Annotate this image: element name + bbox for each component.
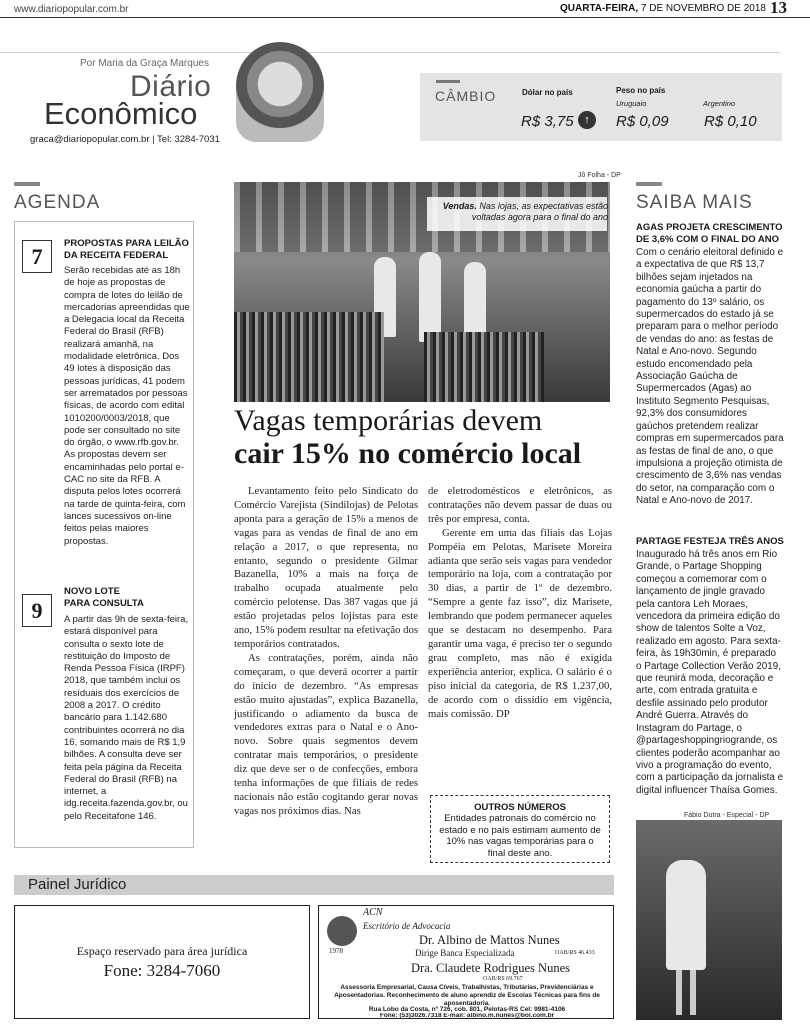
argentine-peso-label: Argentino [703,99,736,108]
site-url: www.diariopopular.com.br [14,4,129,15]
painel-juridico-title: Painel Jurídico [28,876,127,893]
columnist-portrait [236,42,324,142]
lawyer-name-1: Dr. Albino de Mattos Nunes [419,933,560,947]
page-number: 13 [770,0,787,17]
issue-date [560,3,766,14]
agenda-day-number: 7 [22,240,52,273]
reserved-ad [14,905,310,1019]
outros-numeros-title: OUTROS NÚMEROS [474,802,566,813]
lawyer-oab-2: OAB/RS 69.767 [483,976,523,982]
issue-date-text: 7 DE NOVEMBRO DE 2018 [640,3,766,14]
article-paragraph: Levantamento feito pelo Sindicato do Comércio Varejista (Sindilojas) de Pelotas aponta para a geração de 15% a menos de vagas para as vendas de final de ano em relação a 2017, o que representa, no entanto, segundo o presidente Gilmar Bazanella, 10% a mais na força de trabalho ocupada atualmente pelo comércio pelotense. Das 387 vagas que já estão projetadas pelos lojistas para este ano, 15% podem resultar na efetivação dos temporários contratados. [234,485,418,650]
law-office-contact: Fone: (53)3026.7318 E-mail: albino.m.nunes@bol.com.br [379,1013,555,1019]
agenda-item-title [64,586,190,610]
agenda-item-text: A partir das 9h de sexta-feira, estará disponível para consulta o sexto lote de restituição do Imposto de Renda Pessoa Física (IRPF) 2018, que também inclui os resíduais dos exercícios de 2008 a 2017. O crédito bancário para 1.142.680 contribuintes ocorrerá no dia 16, somando mais de R$ 1,9 bilhões. A consulta deve ser feita pela página da Receita Federal do Brasil (RFB) na internet, a idg.receita.fazenda.gov.br, ou pelo Receitafone 146. [64,614,189,822]
byline: Por Maria da Graça Marques [80,58,209,69]
headline-line1: Vagas temporárias devem [234,404,543,437]
law-office-services: Assessoria Empresarial, Causa Cíveis, Trabalhistas, Tributárias, Previdenciárias e Aposentadorias. Reconhecimento de aluno aprendiz de Escolas Técnicas para fins de aposentadoria. [334,984,600,1007]
reserved-ad-phone: Fone: 3284-7060 [103,961,221,980]
columnist-contact: graca@diariopopular.com.br | Tel: 3284-7031 [30,134,220,145]
exchange-bar [436,80,460,83]
header-rule [0,17,810,18]
column-rule [0,52,780,53]
saiba-item-title: PARTAGE FESTEJA TRÊS ANOS [636,536,784,547]
agenda-title: AGENDA [14,192,101,213]
caption-text: Nas lojas, as expectativas estão voltadas agora para o final do ano [471,201,608,222]
saiba-bar [636,182,662,186]
uruguayan-peso-value: R$ 0,09 [616,113,669,130]
issue-day: QUARTA-FEIRA, [560,3,639,14]
law-office-logo-text: ACN [363,907,383,918]
agenda-bar [14,182,40,186]
agenda-item-text: Serão recebidas até as 18h de hoje as propostas de compra de lotes do leilão de mercadorias apreendidas que a Delegacia local da Receita Federal do Brasil (RFB) realizará amanhã, na modalidade eletrônica. Dos 49 lotes à disposição das pessoas jurídicas, 41 podem ser arrematados por pessoas físicas, de acordo com edital 1010200/0003/2018, que pode ser consultado no site do órgão, o www.rfb.gov.br. As propostas devem ser encaminhadas pelo portal e-CAC no site da RFB. A disputa pelos lotes ocorrerá na tarde de quinta-feira, com lances sucessivos on-line feitos pelas maiores propostas. [64,265,190,547]
reserved-ad-text: Espaço reservado para área jurídica [76,944,248,958]
dollar-value: R$ 3,75 [521,113,574,130]
saiba-item-text: Com o cenário eleitoral definido e a expectativa de que R$ 13,7 bilhões sejam injetados na economia gaúcha a partir do pagamento do 13º salário, os supermercados do estado já se preparam para o melhor período de vendas do ano: as festas de Natal e Ano-novo. Segundo estudo encomendado pela Associação Gaúcha de Supermercados (Agas) ao Instituto Segmento Pesquisas, 92,3% dos consumidores gaúchos pretendem realizar compras em supermercados para as festas de final de ano, o que impulsiona a projeção otimista de crescimento de 3,6% nas vendas do setor, na comparação com o Natal e Ano-novo de 2017. [636,247,784,507]
agenda-item-title [64,238,190,262]
fashion-photo-credit: Fábio Dutra - Especial - DP [684,812,770,819]
exchange-label: CÂMBIO [435,88,497,104]
lawyer-role-1: Dirige Banca Especializada [415,948,515,958]
lawyer-oab-1: OAB/RS 46.433 [555,950,595,956]
law-office-subtitle: Escritório de Advocacia [363,921,451,931]
dollar-label: Dólar no país [522,88,573,97]
outros-numeros-box [430,795,610,863]
outros-numeros-text: Entidades patronais do comércio no estado e no país estimam aumento de 10% nas vagas temporárias para o final deste ano. [439,813,601,859]
agenda-item-title-line: DA RECEITA FEDERAL [64,250,169,261]
caption-lead: Vendas. [442,201,477,211]
law-office-year: 1978 [329,947,343,955]
agenda-item-title-line: NOVO LOTE [64,586,120,597]
agenda-day-number: 9 [22,594,52,627]
headline [234,404,614,470]
article-paragraph: de eletrodomésticos e eletrônicos, as contratações não devem passar de duas ou três por empresa, conta. [428,485,612,525]
brand-title-line1: Diário [130,70,212,103]
headline-line2: cair 15% no comércio local [234,437,582,470]
saiba-item-text: Inaugurado há três anos em Rio Grande, o Partage Shopping começou a comemorar com o lançamento de jingle gravado pela cantora Leh Moraes, vencedora da primeira edição do show de talentos Solte a Voz, realizado em agosto. Para sexta-feira, às 19h30min, é preparado o Partage Collection Verão 2019, que reunirá moda, decoração e arte, com entrada gratuita e desfile assinado pelo produtor André Guerra. Através do Instagram do Partage, o @partageshoppingriogrande, os clientes poderão acompanhar ao vivo a programação do evento, com a participação da jornalista e digital influencer Thaísa Gomes. [636,549,784,796]
article-paragraph: As contratações, porém, ainda não começaram, o que deverá ocorrer a partir do início de dezembro. “As empresas estão muito ajustadas”, explica Bazanella, justificando o adiamento da busca de vendedores extras para o Natal e o Ano-novo. Sobre quais segmentos devem contratar mais temporários, o presidente diz que deve ser o de confecções, embora tenha informações de que filiais de redes nacionais não estão cogitando gerar novas vagas nos próximos dias. Nas [234,651,418,817]
law-office-address: Rua Lobo da Costa, nº 726, cob. 801, Pelotas-RS Cel: 9981-4106 [368,1006,566,1013]
agenda-item-title-line: PROPOSTAS PARA LEILÃO [64,238,189,249]
agenda-item-title-line: PARA CONSULTA [64,598,144,609]
peso-label: Peso no país [616,86,666,95]
article-column-2 [428,485,612,721]
arrow-up-icon: ↑ [578,111,596,129]
fashion-show-photo [636,820,782,1020]
photo-credit: Jô Folha - DP [578,172,621,179]
saiba-item-title: AGAS PROJETA CRESCIMENTO DE 3,6% COM O FINAL DO ANO [636,222,783,245]
law-office-ad [318,905,614,1019]
photo-caption [432,201,608,223]
article-column-1 [234,485,418,819]
law-office-logo-icon [327,916,357,946]
lawyer-name-2: Dra. Claudete Rodrigues Nunes [411,961,570,975]
saiba-title: SAIBA MAIS [636,192,753,213]
article-paragraph: Gerente em uma das filiais das Lojas Pompéia em Pelotas, Marisete Moreira adianta que serão seis vagas para vendedor temporário na loja, com a contratação por 30 dias, a partir de 1º de dezembro. “Sempre a gente faz isso”, diz Marisete, lembrando que podem permanecer aqueles que se destacam no desempenho. Para garantir uma vaga, é preciso ter o segundo grau completo, mas não é exigida experiência anterior, explica. O salário é o piso inicial da categoria, de R$ 1.237,00, de acordo com o dissídio em vigência, mais comissão. DP [428,526,612,720]
brand-title-line2: Econômico [44,96,198,131]
uruguayan-peso-label: Uruguaio [616,99,647,108]
argentine-peso-value: R$ 0,10 [704,113,757,130]
